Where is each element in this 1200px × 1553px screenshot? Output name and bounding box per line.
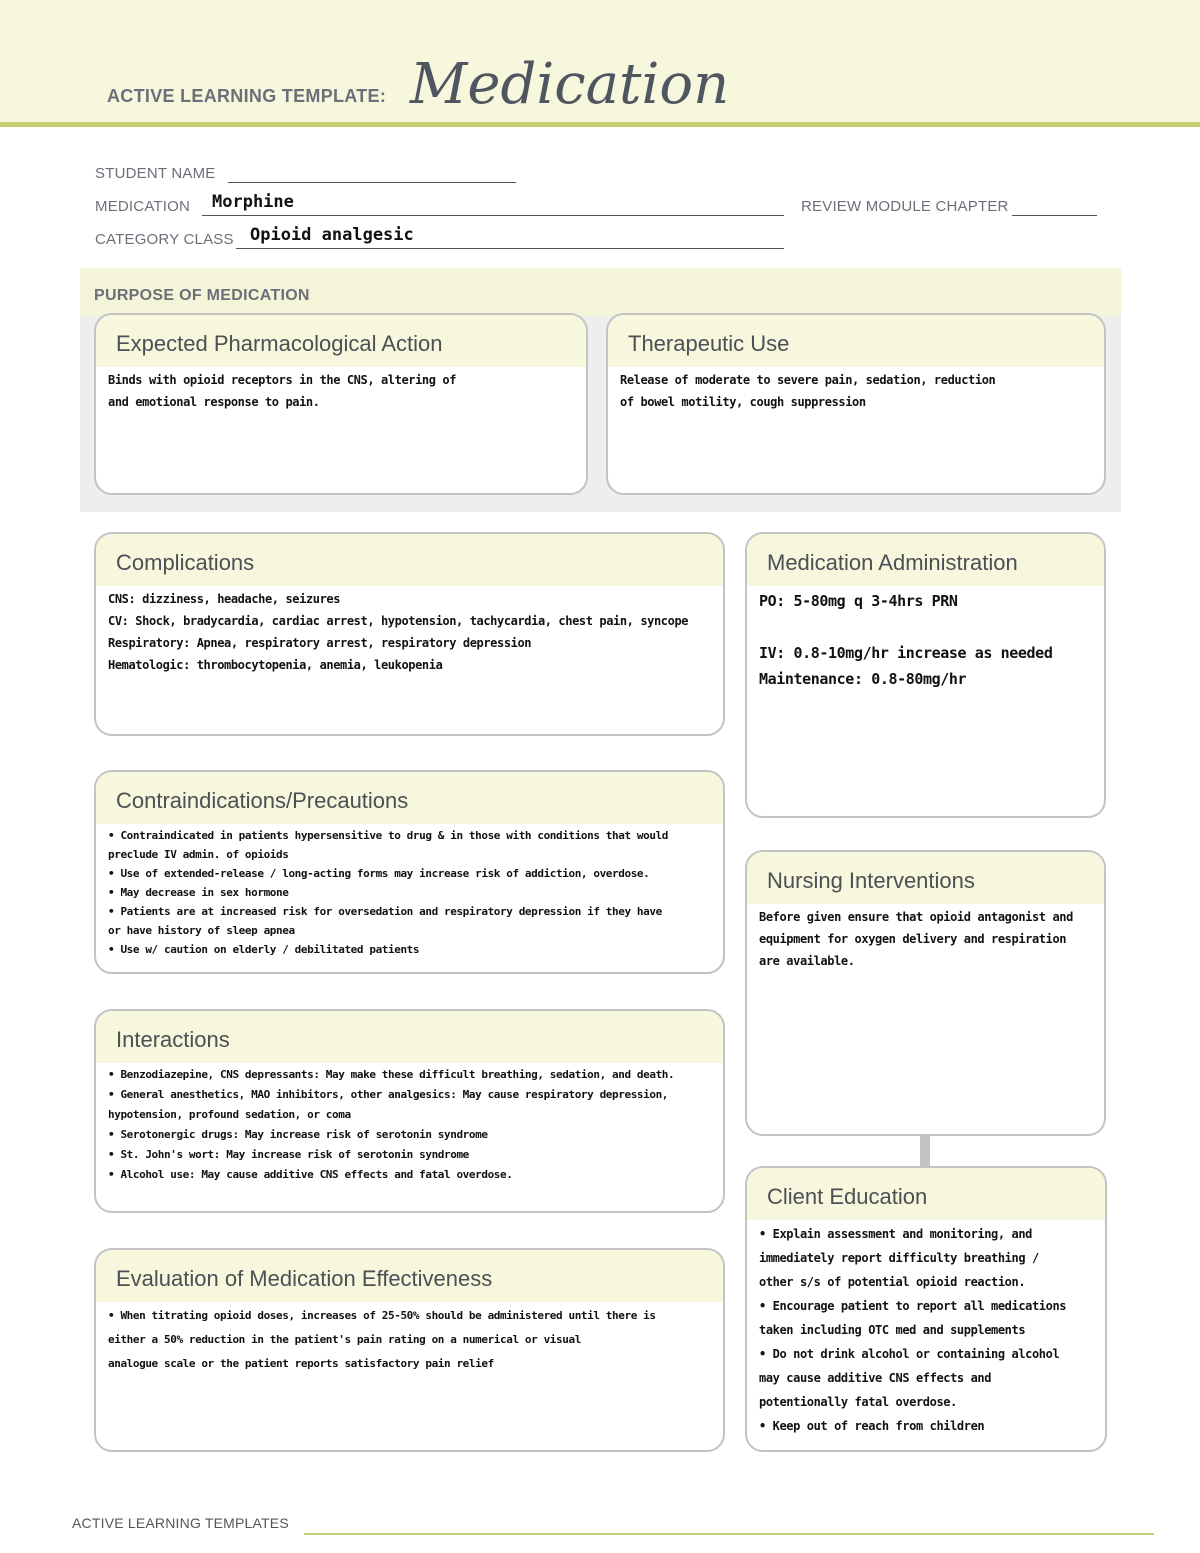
purpose-section-label: PURPOSE OF MEDICATION <box>94 287 310 304</box>
administration-title: Medication Administration <box>767 550 1018 575</box>
medication-line <box>202 215 784 216</box>
contraindications-text: • Contraindicated in patients hypersensitive to drug & in those with conditions that would preclude IV admin. of opioids • Use of extended-release / long-acting forms may increase risk of addiction, overdose. • May decrease in sex hormone • Patients are at increased risk for oversedation and respiratory depression if they have or have history of sleep apnea • Use w/ caution on elderly / debilitated patients <box>108 829 669 956</box>
review-module-line <box>1012 215 1097 216</box>
footer-label: ACTIVE LEARNING TEMPLATES <box>72 1515 289 1531</box>
client-education-text: • Explain assessment and monitoring, and immediately report difficulty breathing / other s/s of potential opioid reaction. • Encourage patient to report all medications taken including OTC med and supplements • Do not drink alcohol or containing alcohol may cause additive CNS effects and potentionally fatal overdose. • Keep out of reach from children <box>759 1227 1067 1433</box>
interactions-title: Interactions <box>116 1027 230 1052</box>
category-class-line <box>236 248 784 249</box>
category-class-field[interactable]: Opioid analgesic <box>250 225 414 245</box>
therapeutic-use-text: Release of moderate to severe pain, sedation, reduction of bowel motility, cough suppression <box>620 373 996 409</box>
administration-text: PO: 5-80mg q 3-4hrs PRN IV: 0.8-10mg/hr increase as needed Maintenance: 0.8-80mg/hr <box>759 592 1053 688</box>
student-name-line <box>228 182 516 183</box>
medication-field[interactable]: Morphine <box>212 192 294 212</box>
expected-action-title: Expected Pharmacological Action <box>116 331 443 356</box>
review-module-label: REVIEW MODULE CHAPTER <box>801 198 1009 215</box>
contraindications-box[interactable] <box>94 770 725 974</box>
header-divider <box>0 122 1200 127</box>
nursing-interventions-box[interactable] <box>745 850 1106 1136</box>
evaluation-title: Evaluation of Medication Effectiveness <box>116 1266 493 1291</box>
nursing-interventions-text: Before given ensure that opioid antagonist and equipment for oxygen delivery and respiration are available. <box>759 910 1073 968</box>
therapeutic-use-title: Therapeutic Use <box>628 331 790 356</box>
client-education-title: Client Education <box>767 1184 928 1209</box>
client-education-box[interactable] <box>745 1166 1107 1452</box>
therapeutic-use-box[interactable] <box>606 313 1106 495</box>
expected-action-text: Binds with opioid receptors in the CNS, altering of and emotional response to pain. <box>108 373 457 409</box>
complications-box[interactable] <box>94 532 725 736</box>
footer-divider <box>304 1533 1154 1535</box>
contraindications-title: Contraindications/Precautions <box>116 788 409 813</box>
category-class-label: CATEGORY CLASS <box>95 231 234 248</box>
complications-title: Complications <box>116 550 255 575</box>
medication-label: MEDICATION <box>95 198 191 215</box>
complications-text: CNS: dizziness, headache, seizures CV: Shock, bradycardia, cardiac arrest, hypotension, tachycardia, chest pain, syncope Respiratory: Apnea, respiratory arrest, respiratory depression Hematologic: thrombocytopenia, anemia, leukopenia <box>108 592 689 672</box>
box-connector <box>920 1134 930 1166</box>
template-title: Medication <box>410 52 730 117</box>
interactions-text: • Benzodiazepine, CNS depressants: May make these difficult breathing, sedation, and death. • General anesthetics, MAO inhibitors, other analgesics: May cause respiratory depression, hypotension, profound sedation, or coma • Serotonergic drugs: May increase risk of serotonin syndrome • St. John's wort: May increase risk of serotonin syndrome • Alcohol use: May cause additive CNS effects and fatal overdose. <box>108 1068 675 1181</box>
expected-action-box[interactable] <box>94 313 588 495</box>
nursing-interventions-title: Nursing Interventions <box>767 868 975 893</box>
administration-box[interactable] <box>745 532 1106 818</box>
interactions-box[interactable] <box>94 1009 725 1213</box>
evaluation-box[interactable] <box>94 1248 725 1452</box>
template-label: ACTIVE LEARNING TEMPLATE: <box>107 86 387 106</box>
student-name-label: STUDENT NAME <box>95 165 216 182</box>
evaluation-text: • When titrating opioid doses, increases of 25-50% should be administered until there is either a 50% reduction in the patient's pain rating on a numerical or visual analogue scale or the patient reports satisfactory pain relief <box>108 1309 656 1370</box>
